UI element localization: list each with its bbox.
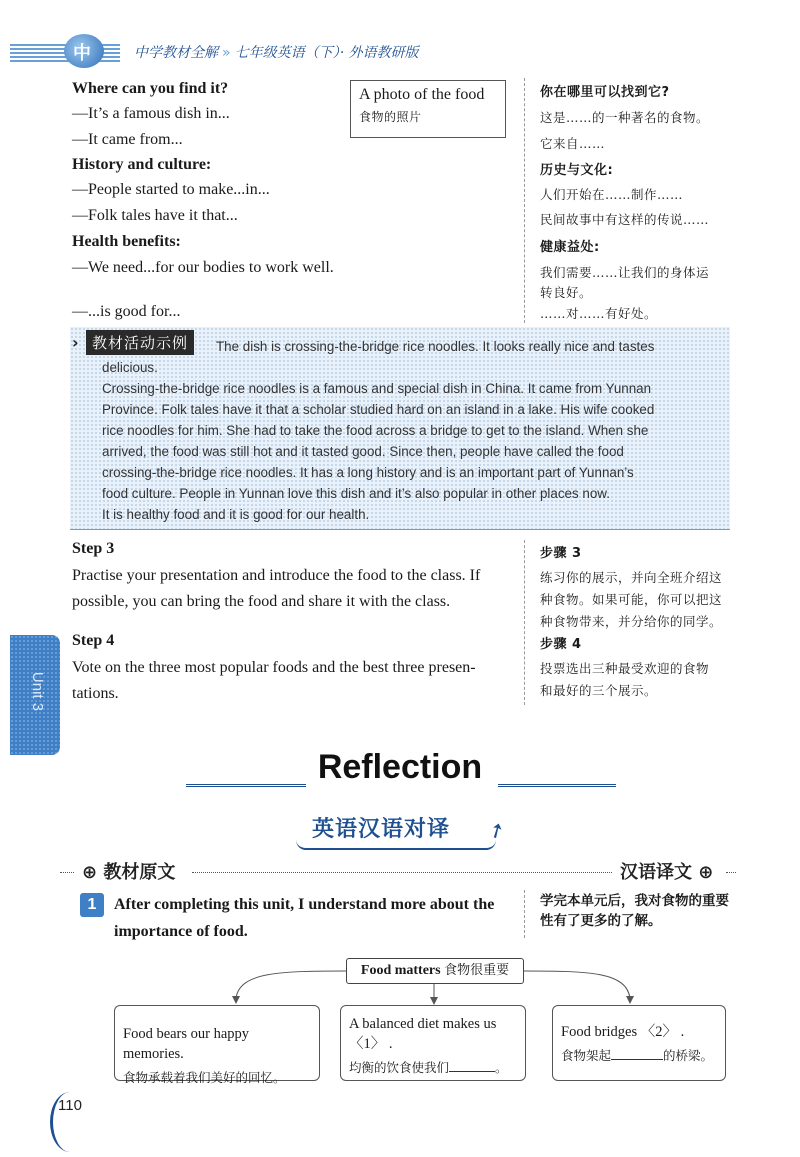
arrowhead	[232, 996, 240, 1004]
card2-zh: 均衡的饮食使我们	[349, 1060, 450, 1075]
item-number-badge: 1	[80, 893, 104, 917]
card2-en: A balanced diet makes us	[349, 1016, 497, 1032]
unit-tab-label: Unit 3	[29, 671, 47, 712]
dotted-rule	[726, 872, 736, 873]
health-line-2: —...is good for...	[72, 303, 181, 320]
card3-blank[interactable]: 〈2〉	[640, 1024, 677, 1040]
example-tag: 教材活动示例	[86, 330, 194, 355]
history-line-1: —People started to make...in...	[72, 181, 270, 198]
food-matters-en: Food matters	[360, 963, 441, 978]
example-line: food culture. People in Yunnan love this dish and it’s also popular in other places now.	[102, 486, 610, 501]
photo-box-zh: 食物的照片	[359, 110, 422, 124]
health-line-2-zh: ……对……有好处。	[540, 306, 658, 321]
card-balanced-diet	[340, 1005, 526, 1081]
card3-zh-b: 的桥梁。	[663, 1048, 714, 1063]
example-line: Province. Folk tales have it that a scholar studied hard on an island in a lake. His wife cooked	[102, 402, 655, 417]
arrow-icon: ➚	[483, 815, 510, 845]
step3-heading: Step 3	[72, 540, 115, 557]
header-separator: »	[222, 45, 231, 61]
health-line-1b-zh: 转良好。	[540, 285, 593, 300]
original-text-heading: ⊕ 教材原文	[82, 862, 176, 883]
step3-zh-line: 种食物带来，并分给你的同学。	[540, 614, 723, 629]
history-line-1-zh: 人们开始在……制作……	[540, 187, 684, 202]
step3-zh-line: 种食物。如果可能，你可以把这	[540, 592, 723, 607]
translation-section-title: 英语汉语对译	[312, 817, 451, 842]
book-subtitle: 七年级英语（下）· 外语教研版	[234, 45, 419, 61]
where-line-2-zh: 它来自……	[540, 136, 606, 151]
example-line: delicious.	[102, 360, 158, 375]
answer-blank[interactable]	[611, 1046, 663, 1060]
unit-tab	[10, 635, 60, 755]
example-line: rice noodles for him. She had to take the food across a bridge to get to the island. When she	[102, 423, 649, 438]
step3-text: Practise your presentation and introduce the food to the class. If possible, you can bring the food and share it with the class.	[72, 567, 481, 610]
where-line-2: —It came from...	[72, 131, 183, 148]
arrowhead	[626, 996, 634, 1004]
card1-en: Food bears our happy memories.	[123, 1026, 250, 1062]
photo-box-en: A photo of the food	[359, 86, 485, 103]
page-number: 110	[58, 1097, 82, 1114]
health-heading: Health benefits:	[72, 233, 181, 250]
example-line: Crossing-the-bridge rice noodles is a famous and special dish in China. It came from Yunnan	[102, 381, 652, 396]
health-line-1: —We need...for our bodies to work well.	[72, 259, 334, 276]
column-divider-item	[524, 890, 525, 938]
step4-heading-zh: 步骤 4	[540, 637, 582, 652]
card3-en-line: Food bridges 〈2〉 .	[561, 1024, 685, 1040]
where-line-1-zh: 这是……的一种著名的食物。	[540, 110, 710, 125]
example-text	[102, 336, 722, 525]
history-heading-zh: 历史与文化:	[540, 163, 614, 178]
dotted-rule	[192, 872, 612, 873]
connector-left	[236, 971, 346, 998]
step4-text: Vote on the three most popular foods and the best three presen-tations.	[72, 659, 476, 702]
where-line-1: —It’s a famous dish in...	[72, 105, 230, 122]
example-line: It is healthy food and it is good for our health.	[102, 507, 370, 522]
health-heading-zh: 健康益处:	[540, 240, 600, 255]
dotted-rule	[60, 872, 74, 873]
step4-zh-line: 投票选出三种最受欢迎的食物	[540, 661, 710, 676]
card2-zh-line: 均衡的饮食使我们 。	[349, 1060, 508, 1075]
header-title	[134, 42, 418, 62]
card-memories	[114, 1005, 320, 1085]
health-line-1-zh: 我们需要……让我们的身体运	[540, 265, 710, 280]
history-line-2-zh: 民间故事中有这样的传说……	[540, 212, 710, 227]
history-line-2: —Folk tales have it that...	[72, 207, 238, 224]
reflection-title: Reflection	[317, 748, 483, 786]
arrowhead	[430, 997, 438, 1005]
book-logo-icon: 中	[64, 34, 104, 68]
column-divider-steps	[524, 540, 525, 705]
swoosh-decoration	[296, 840, 496, 850]
food-matters-zh: 食物很重要	[444, 963, 510, 978]
book-title: 中学教材全解	[134, 45, 218, 61]
step4-zh-line: 和最好的三个展示。	[540, 683, 658, 698]
where-heading-zh: 你在哪里可以找到它?	[540, 85, 670, 100]
card2-blank-line: 〈1〉 .	[349, 1036, 393, 1052]
column-divider-top	[524, 78, 525, 323]
card2-blank[interactable]: 〈1〉	[349, 1036, 386, 1052]
step3-heading-zh: 步骤 3	[540, 546, 582, 561]
item-en-text: After completing this unit, I understand more about the importance of food.	[114, 896, 495, 940]
step4-heading: Step 4	[72, 632, 115, 649]
photo-placeholder-box	[350, 80, 506, 138]
answer-blank[interactable]	[449, 1058, 495, 1072]
translation-heading: 汉语译文 ⊕	[620, 862, 714, 883]
example-line: arrived, the food was still hot and it tasted good. Since then, people have called the food	[102, 444, 624, 459]
example-line: The dish is crossing-the-bridge rice noodles. It looks really nice and tastes	[216, 339, 655, 354]
food-matters-box	[346, 958, 524, 984]
where-heading: Where can you find it?	[72, 80, 229, 97]
example-line: crossing-the-bridge rice noodles. It has a long history and is an important part of Yunnan’s	[102, 465, 634, 480]
card-bridges	[552, 1005, 726, 1081]
card1-zh: 食物承载着我们美好的回忆。	[123, 1070, 286, 1085]
page-header	[0, 30, 800, 70]
connector-right	[524, 971, 630, 998]
card3-zh-a: 食物架起	[561, 1048, 612, 1063]
example-arrow-icon: ›	[72, 333, 79, 352]
step3-zh-line: 练习你的展示，并向全班介绍这	[540, 570, 723, 585]
item-zh-text: 学完本单元后，我对食物的重要性有了更多的了解。	[540, 893, 729, 929]
card3-zh-line	[561, 1046, 717, 1064]
card3-en: Food bridges	[561, 1024, 638, 1040]
history-heading: History and culture:	[72, 156, 212, 173]
